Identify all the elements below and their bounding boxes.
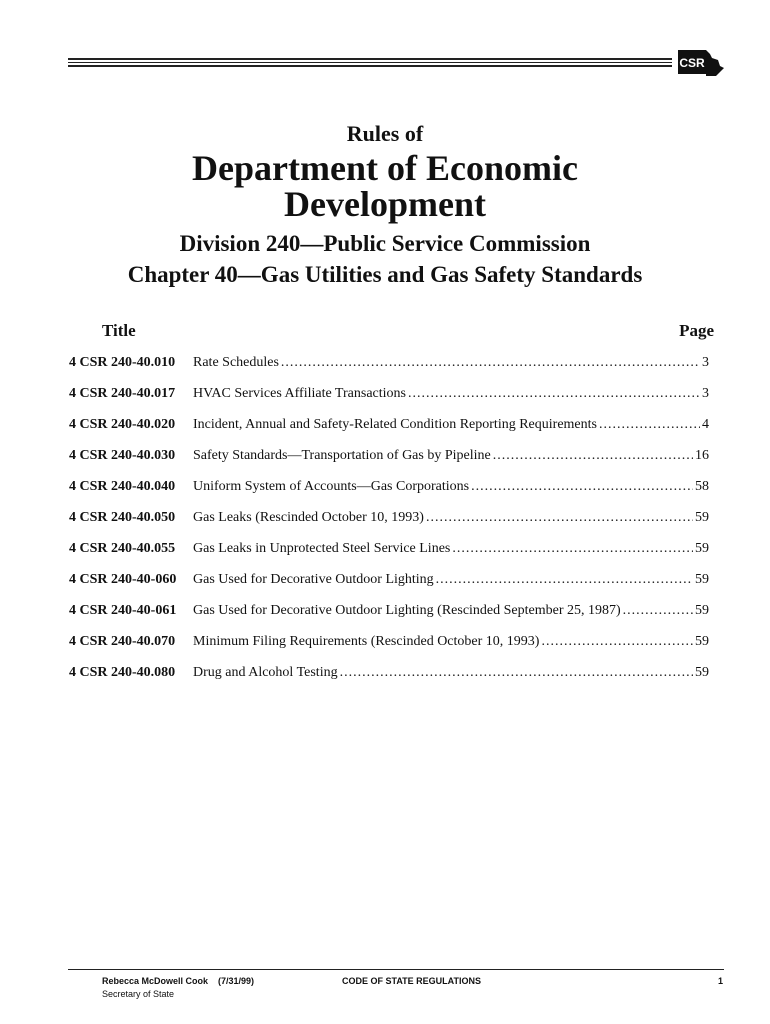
footer-author-title: Secretary of State bbox=[102, 989, 175, 999]
toc-title: Rate Schedules bbox=[193, 355, 279, 370]
rules-of-heading: Rules of bbox=[346, 121, 424, 146]
toc-code: 4 CSR 240-40.020 bbox=[69, 417, 176, 432]
toc-row bbox=[69, 448, 709, 479]
logo-text: CSR bbox=[679, 56, 705, 70]
toc-title: Incident, Annual and Safety-Related Condition Reporting Requirements bbox=[193, 417, 597, 432]
toc-page: 59 bbox=[695, 510, 709, 525]
chapter-heading: Chapter 40—Gas Utilities and Gas Safety Standards bbox=[127, 262, 643, 287]
toc-code: 4 CSR 240-40.030 bbox=[69, 448, 176, 463]
footer-rule bbox=[68, 969, 724, 970]
dot-leader bbox=[541, 634, 693, 650]
toc-title: Gas Leaks in Unprotected Steel Service Lines bbox=[193, 541, 451, 556]
toc-title: Gas Used for Decorative Outdoor Lighting (Rescinded September 25, 1987) bbox=[193, 603, 621, 618]
toc-page: 59 bbox=[695, 572, 709, 587]
header-rule-line bbox=[68, 58, 672, 60]
dot-leader bbox=[436, 572, 693, 588]
header-rules bbox=[68, 58, 672, 69]
toc-code: 4 CSR 240-40.050 bbox=[69, 510, 176, 525]
department-title bbox=[0, 150, 770, 222]
footer-author: Rebecca McDowell Cook (7/31/99) bbox=[102, 976, 255, 986]
toc-page: 58 bbox=[695, 479, 709, 494]
toc-row bbox=[69, 665, 709, 696]
department-title-line1: Department of Economic bbox=[192, 148, 578, 188]
toc-code: 4 CSR 240-40.010 bbox=[69, 355, 176, 370]
toc-code: 4 CSR 240-40.070 bbox=[69, 634, 176, 649]
toc-row bbox=[69, 355, 709, 386]
dot-leader bbox=[623, 603, 693, 619]
toc-title: Minimum Filing Requirements (Rescinded October 10, 1993) bbox=[193, 634, 540, 649]
dot-leader bbox=[493, 448, 693, 464]
table-of-contents bbox=[69, 355, 709, 696]
toc-code: 4 CSR 240-40.040 bbox=[69, 479, 176, 494]
division-heading: Division 240—Public Service Commission bbox=[179, 231, 591, 256]
toc-code: 4 CSR 240-40-061 bbox=[69, 603, 177, 618]
toc-code: 4 CSR 240-40.055 bbox=[69, 541, 176, 556]
toc-page: 59 bbox=[695, 665, 709, 680]
toc-code: 4 CSR 240-40.080 bbox=[69, 665, 176, 680]
toc-page: 3 bbox=[702, 355, 709, 370]
toc-title: Gas Used for Decorative Outdoor Lighting bbox=[193, 572, 434, 587]
dot-leader bbox=[452, 541, 693, 557]
toc-page: 3 bbox=[702, 386, 709, 401]
dot-leader bbox=[408, 386, 700, 402]
toc-title: Safety Standards—Transportation of Gas by Pipeline bbox=[193, 448, 491, 463]
toc-page: 59 bbox=[695, 541, 709, 556]
toc-page: 59 bbox=[695, 634, 709, 649]
dot-leader bbox=[281, 355, 700, 371]
missouri-state-csr-icon bbox=[676, 48, 726, 78]
toc-page: 4 bbox=[702, 417, 709, 432]
header-rule-line bbox=[68, 62, 672, 64]
title-column-header: Title bbox=[102, 321, 136, 340]
toc-row bbox=[69, 603, 709, 634]
toc-row bbox=[69, 386, 709, 417]
footer-page-number: 1 bbox=[717, 976, 723, 986]
toc-title: Gas Leaks (Rescinded October 10, 1993) bbox=[193, 510, 424, 525]
toc-row bbox=[69, 572, 709, 603]
dot-leader bbox=[471, 479, 693, 495]
toc-row bbox=[69, 417, 709, 448]
toc-title: Drug and Alcohol Testing bbox=[193, 665, 338, 680]
toc-page: 59 bbox=[695, 603, 709, 618]
page-column-header: Page bbox=[679, 321, 714, 340]
toc-row bbox=[69, 510, 709, 541]
dot-leader bbox=[426, 510, 693, 526]
toc-row bbox=[69, 479, 709, 510]
department-title-line2: Development bbox=[284, 184, 486, 224]
toc-title: Uniform System of Accounts—Gas Corporations bbox=[193, 479, 470, 494]
toc-row bbox=[69, 541, 709, 572]
toc-code: 4 CSR 240-40.017 bbox=[69, 386, 176, 401]
toc-page: 16 bbox=[695, 448, 709, 463]
toc-row bbox=[69, 634, 709, 665]
dot-leader bbox=[599, 417, 700, 433]
toc-title: HVAC Services Affiliate Transactions bbox=[193, 386, 406, 401]
csr-logo bbox=[676, 48, 726, 78]
toc-code: 4 CSR 240-40-060 bbox=[69, 572, 177, 587]
footer-publication-name: CODE OF STATE REGULATIONS bbox=[342, 976, 481, 986]
dot-leader bbox=[340, 665, 693, 681]
header-rule-line bbox=[68, 65, 672, 67]
